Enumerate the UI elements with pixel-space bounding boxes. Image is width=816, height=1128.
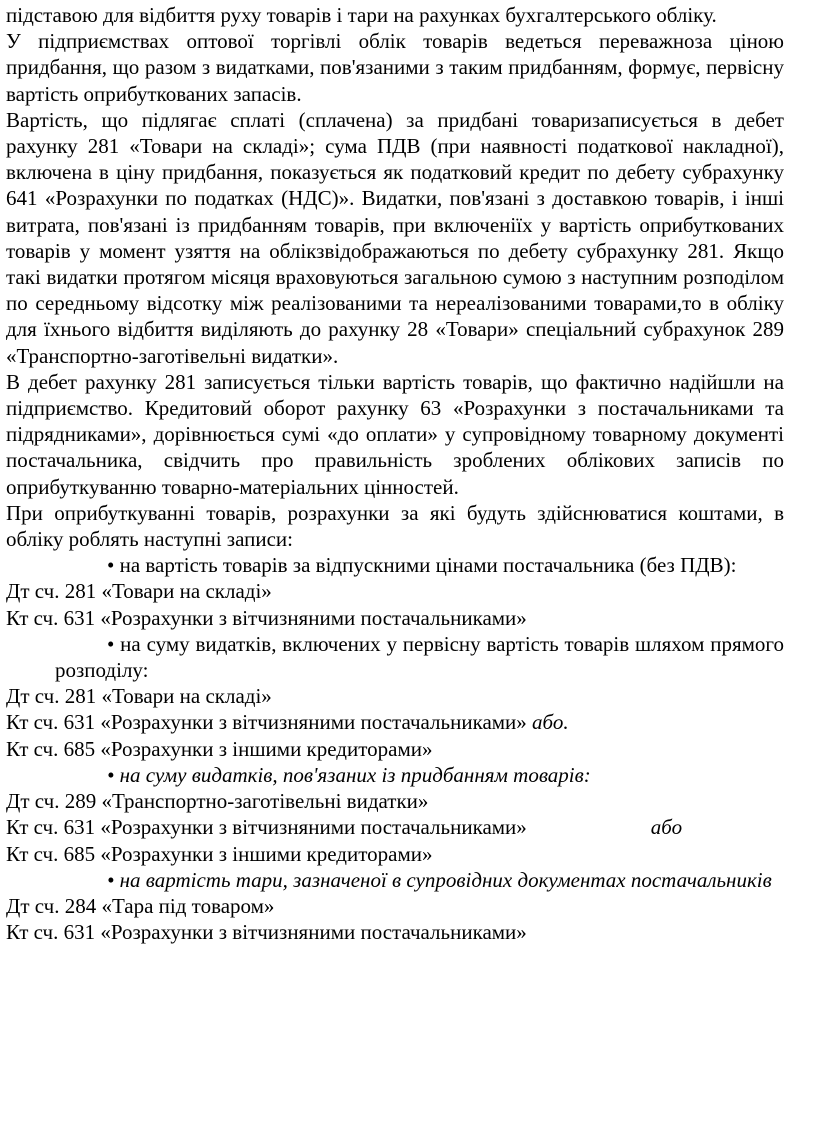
paragraph-intro: підставою для відбиття руху товарів і тари на рахунках бухгалтерського обліку. <box>6 3 717 27</box>
entry-kt-631-last: Кт сч. 631 «Розрахунки з вітчизняними постачальниками» <box>6 920 527 945</box>
entry-dt-281: Дт сч. 281 «Товари на складі» <box>6 579 272 604</box>
bullet-direct-expenses: • на суму видатків, включених у первісну вартість товарів шляхом прямого розподілу: <box>55 631 784 683</box>
entry-dt-281-second: Дт сч. 281 «Товари на складі» <box>6 684 272 709</box>
entry-kt-631-text: Кт сч. 631 «Розрахунки з вітчизняними постачальниками» <box>6 710 527 735</box>
entry-kt-685: Кт сч. 685 «Розрахунки з іншими кредиторами» <box>6 736 433 761</box>
document-page <box>6 2 784 945</box>
or-word-second: або <box>650 815 683 840</box>
entry-kt-685-second: Кт сч. 685 «Розрахунки з іншими кредиторами» <box>6 841 433 866</box>
or-word: або. <box>532 710 569 735</box>
entry-kt-631-text-second: Кт сч. 631 «Розрахунки з вітчизняними постачальниками» <box>6 815 527 840</box>
paragraph-debit: В дебет рахунку 281 записується тільки вартість товарів, що фактично надійшли на підприємство. Кредитовий оборот рахунку 63 «Розрахунки з постачальниками та підрядниками», дорівнюється сумі «до оплати» у супровідному товарному документі постачальника, свідчить про правильність зроблених облікових записів по оприбуткуванню товарно-матеріальних цінностей. <box>6 369 784 499</box>
paragraph-entries-intro: При оприбуткуванні товарів, розрахунки за які будуть здійснюватися коштами, в обліку роблять наступні записи: <box>6 500 784 552</box>
bullet-tare-value: • на вартість тари, зазначеної в супровідних документах постачальників <box>107 867 772 892</box>
entry-dt-289: Дт сч. 289 «Транспортно-заготівельні видатки» <box>6 789 429 814</box>
entry-kt-631-or-second <box>6 814 784 840</box>
entry-kt-631: Кт сч. 631 «Розрахунки з вітчизняними постачальниками» <box>6 605 527 630</box>
paragraph-cost: Вартість, що підлягає сплаті (сплачена) за придбані товаризаписується в дебет рахунку 281 «Товари на складі»; сума ПДВ (при наявності податкової накладної), включена в ціну придбання, показується як податковий кредит по дебету субрахунку 641 «Розрахунки по податках (НДС)». Видатки, пов'язані з доставкою товарів, і інші витрата, пов'язані із придбанням товарів, при включеніїх у вартість оприбуткованих товарів у момент узяття на облікзвідображаються по дебету субрахунку 281. Якщо такі видатки протягом місяця враховуються загальною сумою з наступним розподілом по середньому відсотку між реалізованими та нереалізованими товарами,то в обліку для їхнього відбиття виділяють до рахунку 28 «Товари» спеціальний субрахунок 289 «Транспортно-заготівельні видатки». <box>6 107 784 368</box>
paragraph-wholesale: У підприємствах оптової торгівлі облік товарів ведеться переважноза ціною придбання, що разом з видатками, пов'язаними з таким придбанням, формує, первісну вартість оприбуткованих запасів. <box>6 29 784 106</box>
bullet-acquisition-expenses: • на суму видатків, пов'язаних із придбанням товарів: <box>107 762 591 787</box>
entry-dt-284: Дт сч. 284 «Тара під товаром» <box>6 893 275 918</box>
entry-kt-631-or <box>6 709 784 735</box>
bullet-goods-value: • на вартість товарів за відпускними цінами постачальника (без ПДВ): <box>107 553 737 578</box>
